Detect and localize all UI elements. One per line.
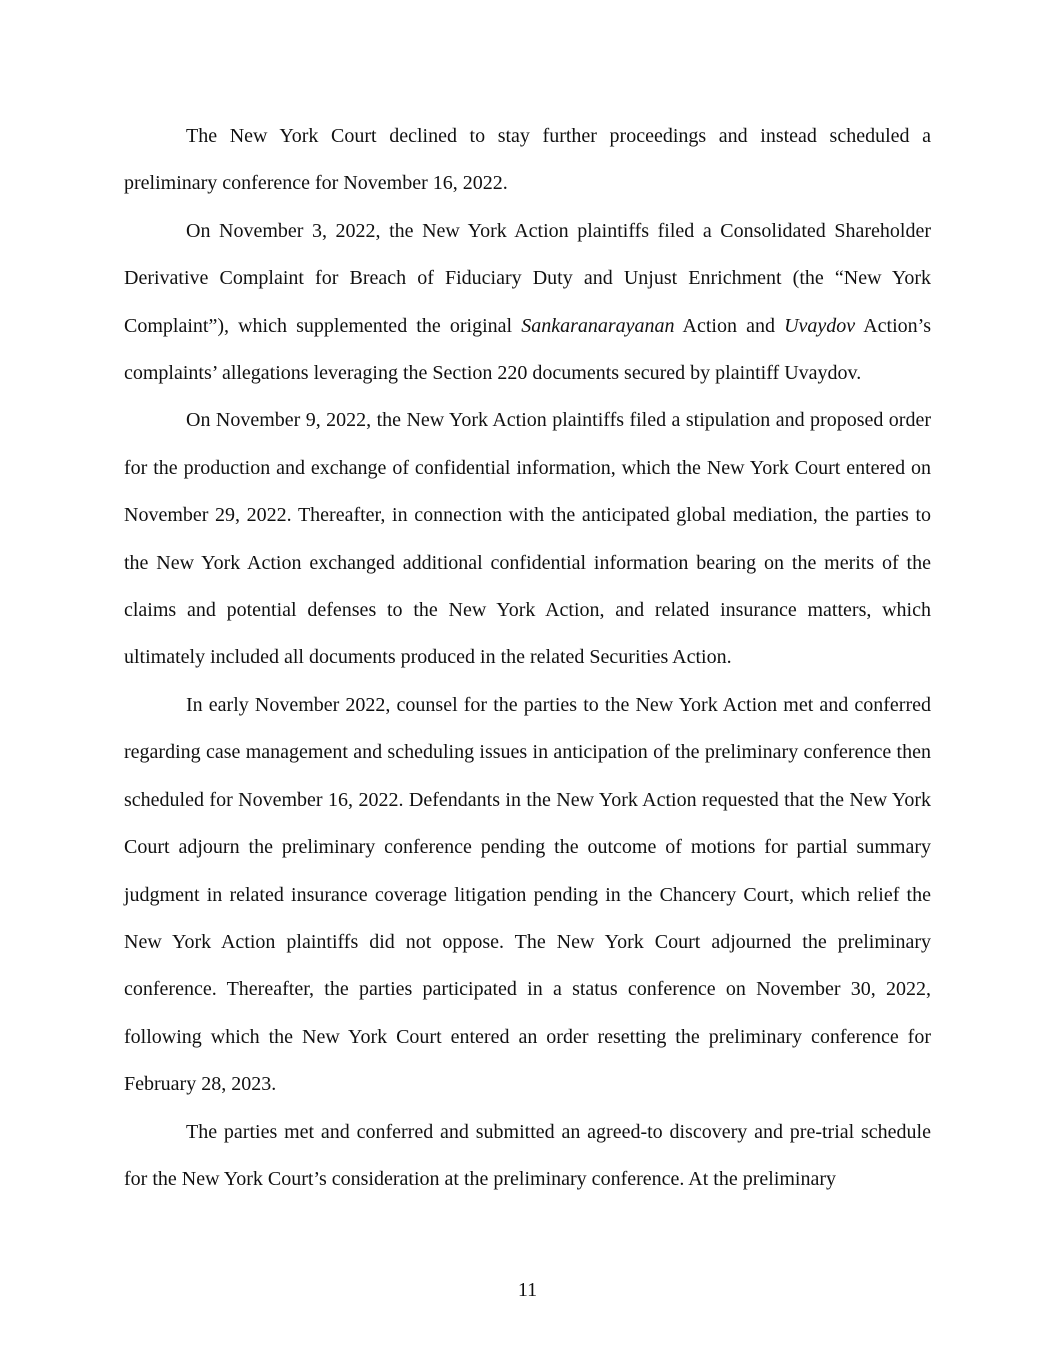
paragraph-text: The New York Court declined to stay further proceedings and instead scheduled a preliminary conference for November 16, 2022. xyxy=(124,125,931,195)
paragraph-text: Action and xyxy=(674,314,785,337)
paragraph-confidentiality-stipulation xyxy=(124,397,931,681)
paragraph-text: The parties met and conferred and submitted an agreed-to discovery and pre-trial schedule for the New York Court’s consideration at the preliminary conference. At the preliminary xyxy=(124,1120,931,1190)
paragraph-text: On November 3, 2022, the New York Action plaintiffs filed a Consolidated Shareholder Derivative Complaint for Breach of Fiduciary Duty and Unjust Enrichment (the “New York Complaint”), which supplemented the original xyxy=(124,219,931,337)
paragraph-stay-declined xyxy=(124,113,931,208)
paragraph-text: In early November 2022, counsel for the parties to the New York Action met and conferred regarding case management and scheduling issues in anticipation of the preliminary conference then scheduled for November 16, 2022. Defendants in the New York Action requested that the New York Court adjourn the preliminary conference pending the outcome of motions for partial summary judgment in related insurance coverage litigation pending in the Chancery Court, which relief the New York Action plaintiffs did not oppose. The New York Court adjourned the preliminary conference. Thereafter, the parties participated in a status conference on November 30, 2022, following which the New York Court entered an order resetting the preliminary conference for February 28, 2023. xyxy=(124,693,931,1096)
paragraph-discovery-schedule xyxy=(124,1109,931,1204)
case-name-sankaranarayanan: Sankaranarayanan xyxy=(521,314,675,337)
paragraph-case-management xyxy=(124,682,931,1109)
case-name-uvaydov: Uvaydov xyxy=(784,314,856,337)
page-number: 11 xyxy=(517,1279,538,1301)
document-body xyxy=(124,113,931,1203)
paragraph-text: Action’s complaints’ allegations leveraging the Section 220 documents secured by plaintiff Uvaydov. xyxy=(124,314,931,385)
paragraph-consolidated-complaint xyxy=(124,208,931,398)
paragraph-text: On November 9, 2022, the New York Action plaintiffs filed a stipulation and proposed order for the production and exchange of confidential information, which the New York Court entered on November 29, 2022. Thereafter, in connection with the anticipated global mediation, the parties to the New York Action exchanged additional confidential information bearing on the merits of the claims and potential defenses to the New York Action, and related insurance matters, which ultimately included all documents produced in the related Securities Action. xyxy=(124,409,931,669)
